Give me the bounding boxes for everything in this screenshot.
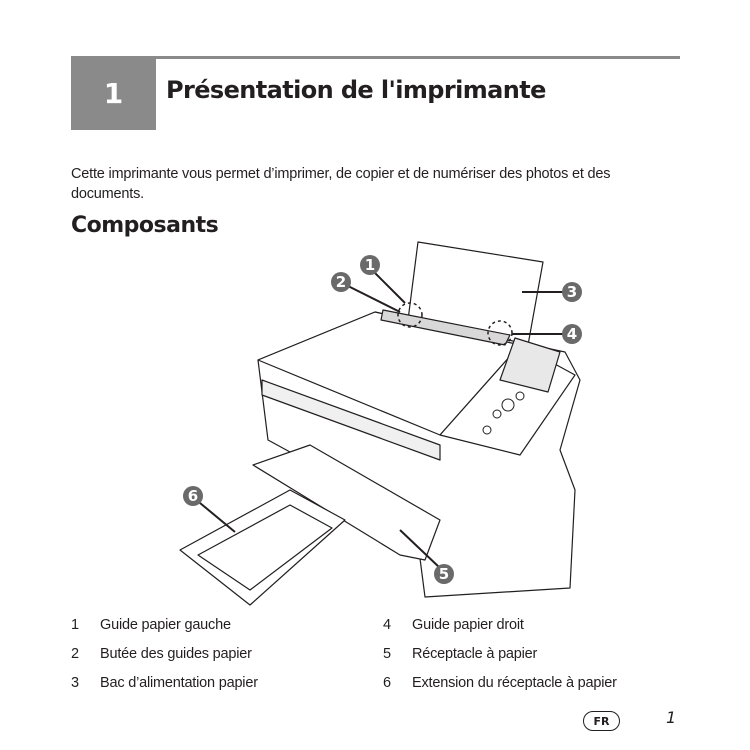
- legend-number: 2: [71, 646, 79, 662]
- page-number: 1: [666, 708, 677, 727]
- chapter-number-box: [71, 56, 156, 130]
- language-badge: [583, 711, 620, 731]
- chapter-title: Présentation de l'imprimante: [166, 76, 546, 104]
- legend-number: 6: [383, 675, 391, 691]
- legend-label: Extension du réceptacle à papier: [412, 675, 617, 691]
- language-code: FR: [593, 714, 610, 728]
- callout-label-2: 2: [335, 273, 347, 291]
- leader-line-6: [200, 503, 235, 532]
- intro-paragraph: Cette imprimante vous permet d’imprimer, de copier et de numériser des photos et des documents.: [71, 166, 611, 202]
- legend-label: Réceptacle à papier: [412, 646, 538, 662]
- callout-label-6: 6: [187, 487, 199, 505]
- callout-label-3: 3: [566, 283, 578, 301]
- legend-label: Guide papier gauche: [100, 617, 231, 633]
- legend-label: Butée des guides papier: [100, 646, 252, 662]
- legend-number: 1: [71, 617, 79, 633]
- legend-number: 3: [71, 675, 79, 691]
- callout-label-5: 5: [438, 565, 450, 583]
- legend-number: 5: [383, 646, 391, 662]
- callout-label-1: 1: [364, 256, 376, 274]
- leader-line-1: [372, 270, 405, 303]
- chapter-number: 1: [103, 76, 124, 110]
- printer-illustration: [175, 236, 595, 611]
- legend-number: 4: [383, 617, 391, 633]
- section-title: Composants: [71, 213, 219, 238]
- header-rule: [156, 56, 680, 59]
- callout-label-4: 4: [566, 325, 578, 343]
- legend-label: Bac d’alimentation papier: [100, 675, 258, 691]
- legend-label: Guide papier droit: [412, 617, 524, 633]
